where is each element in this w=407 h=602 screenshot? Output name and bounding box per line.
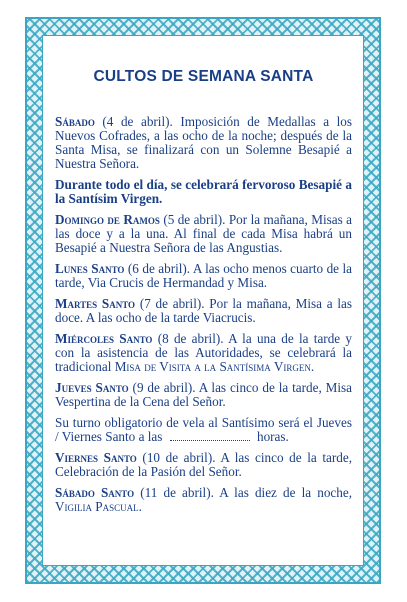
- turno-text-after: horas.: [256, 429, 289, 444]
- entry-jueves: [55, 381, 352, 409]
- entry-text: (10 de abril). A las cinco de la tarde, Celebración de la Pasión del Señor.: [55, 450, 352, 479]
- entry-text: (7 de abril). Por la mañana, Misa a las doce. A las ocho de la tarde Viacrucis.: [55, 296, 353, 325]
- day-label: Jueves Santo: [55, 380, 129, 395]
- entry-viernes: [55, 451, 352, 479]
- day-label: Viernes Santo: [55, 450, 137, 465]
- day-label: Martes Santo: [55, 296, 136, 311]
- entry-smallcaps-text: Vigilia Pascual.: [55, 499, 142, 514]
- blank-hours-line[interactable]: [170, 440, 250, 441]
- entry-text: (5 de abril). Por la mañana, Misas a las doce y a la una. Al final de cada Misa habrá un Besapié a Nuestra Señora de las Angustias.: [55, 212, 352, 255]
- entry-text: (9 de abril). A las cinco de la tarde, Misa Vespertina de la Cena del Señor.: [55, 380, 353, 409]
- turno-text: Su turno obligatorio de vela al Santísimo será el Jueves / Viernes Santo a las: [55, 415, 352, 444]
- day-label: Sábado: [55, 114, 95, 129]
- day-label: Lunes Santo: [55, 261, 125, 276]
- entry-text: (8 de abril). A la una de la tarde y con la asistencia de las Autoridades, se celebrará la tradicional: [55, 331, 353, 374]
- content: [55, 35, 352, 565]
- day-label: Miércoles Santo: [55, 331, 153, 346]
- day-label: Domingo de Ramos: [55, 212, 160, 227]
- day-label: Sábado Santo: [55, 485, 135, 500]
- entry-domingo: [55, 213, 352, 255]
- entry-smallcaps-text: Misa de Visita a la Santísima Virgen.: [114, 359, 315, 374]
- entry-sabado-santo: [55, 486, 352, 514]
- entry-turno: [55, 416, 352, 444]
- schedule-list: [55, 115, 352, 521]
- entry-text: (11 de abril). A las diez de la noche,: [140, 485, 353, 500]
- page-title: CULTOS DE SEMANA SANTA: [93, 68, 314, 85]
- entry-martes: [55, 297, 352, 325]
- entry-besapie-note: Durante todo el día, se celebrará fervoroso Besapié a la Santísim Virgen.: [55, 177, 352, 206]
- entry-sabado: [55, 115, 352, 171]
- entry-miercoles: [55, 332, 352, 374]
- entry-lunes: [55, 262, 352, 290]
- entry-text: (4 de abril). Imposición de Medallas a los Nuevos Cofrades, a las ocho de la noche; después de la Santa Misa, se finalizará con un Solemne Besapié a Nuestra Señora.: [55, 114, 352, 171]
- entry-text: (6 de abril). A las ocho menos cuarto de la tarde, Via Crucis de Hermandad y Misa.: [55, 261, 353, 290]
